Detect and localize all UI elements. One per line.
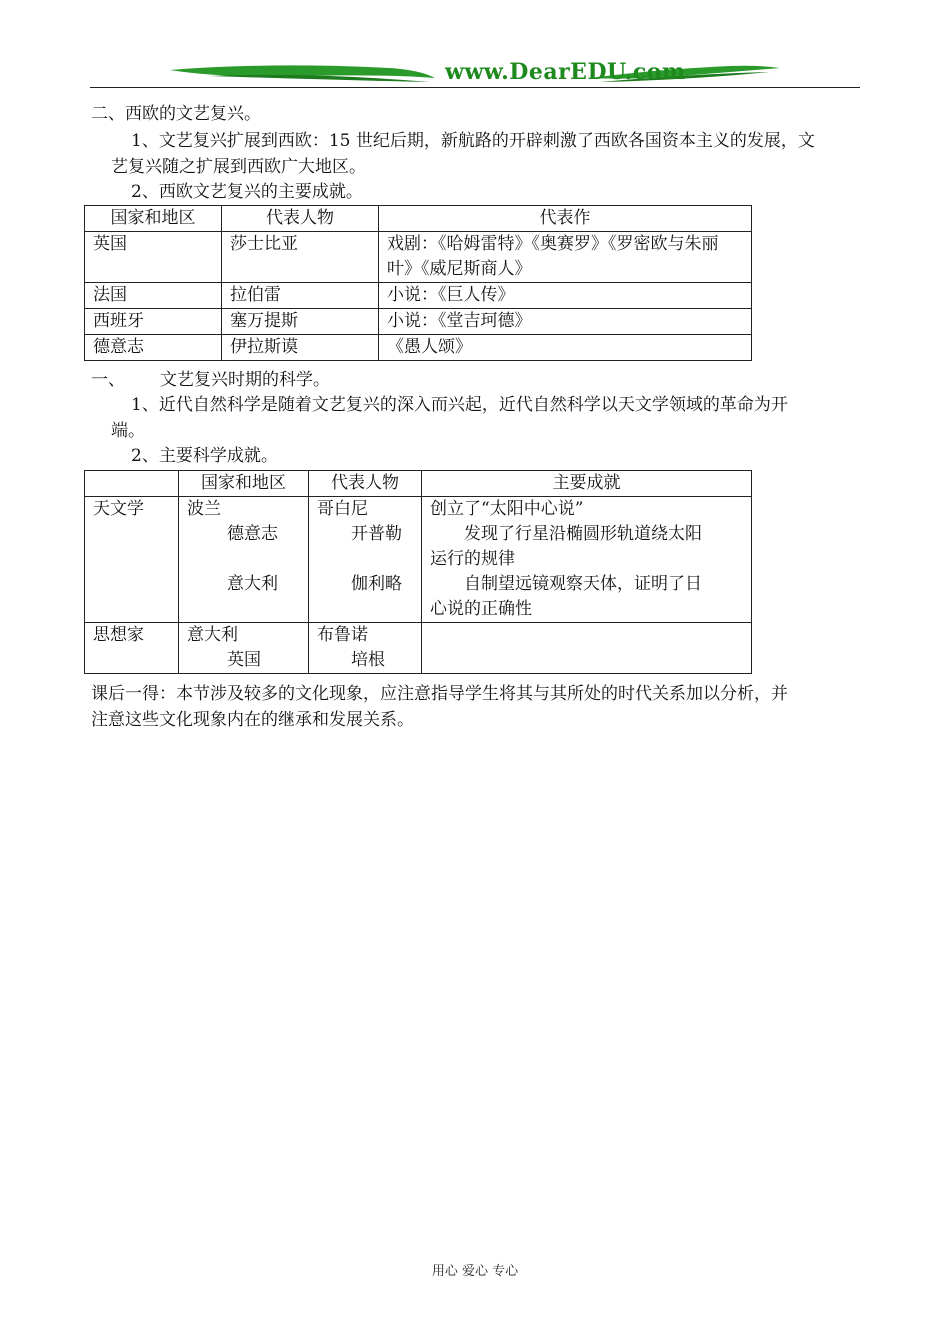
page-header	[90, 58, 860, 90]
works-cell	[379, 232, 752, 283]
table-header-cell	[85, 471, 179, 497]
works-cell: 小说：《巨人传》	[379, 283, 752, 309]
person-entry: 伽利略	[351, 574, 402, 594]
works-line: 戏剧：《哈姆雷特》《奥赛罗》《罗密欧与朱丽	[387, 234, 719, 254]
table-row	[85, 232, 752, 283]
table-header-cell: 代表人物	[222, 206, 379, 232]
achievement-line: 自制望远镜观察天体，证明了日	[464, 574, 702, 594]
person-entry: 布鲁诺	[317, 625, 368, 645]
page-footer: 用心 爱心 专心	[431, 1264, 519, 1279]
country-cell: 西班牙	[85, 309, 222, 335]
achievements-cell	[422, 497, 752, 623]
country-entry: 英国	[227, 650, 261, 670]
person-entry: 哥白尼	[317, 499, 368, 519]
person-entry: 培根	[351, 650, 385, 670]
people-cell	[309, 497, 422, 623]
table-header-cell: 代表作	[379, 206, 752, 232]
person-cell: 伊拉斯谟	[222, 335, 379, 361]
section-heading-science: 文艺复兴时期的科学。	[160, 370, 330, 390]
works-cell: 小说：《堂吉珂德》	[379, 309, 752, 335]
country-entry: 意大利	[187, 625, 238, 645]
achievements-cell	[422, 623, 752, 674]
country-cell: 德意志	[85, 335, 222, 361]
country-entry: 德意志	[227, 524, 278, 544]
paragraph-line: 艺复兴随之扩展到西欧广大地区。	[111, 157, 366, 177]
paragraph-line: 端。	[111, 421, 145, 441]
table-header-cell: 国家和地区	[179, 471, 309, 497]
afterword-line: 课后一得：本节涉及较多的文化现象，应注意指导学生将其与其所处的时代关系加以分析，并	[91, 684, 788, 704]
section-heading-renaissance: 二、西欧的文艺复兴。	[91, 104, 261, 124]
achievement-line: 创立了“太阳中心说”	[430, 499, 584, 519]
table-row	[85, 497, 752, 623]
paragraph-line: 2、西欧文艺复兴的主要成就。	[131, 182, 363, 202]
country-cell: 法国	[85, 283, 222, 309]
table-row	[85, 309, 752, 335]
achievement-line: 心说的正确性	[430, 599, 532, 619]
person-entry: 开普勒	[351, 524, 402, 544]
header-rule	[90, 87, 860, 88]
people-cell	[309, 623, 422, 674]
paragraph-line: 1、近代自然科学是随着文艺复兴的深入而兴起，近代自然科学以天文学领域的革命为开	[131, 395, 788, 415]
country-entry: 意大利	[227, 574, 278, 594]
table-header-cell: 代表人物	[309, 471, 422, 497]
works-cell: 《愚人颂》	[379, 335, 752, 361]
section-heading-number: 一、	[91, 370, 125, 390]
field-cell: 天文学	[85, 497, 179, 623]
table-row	[85, 335, 752, 361]
table-header-cell: 主要成就	[422, 471, 752, 497]
country-cell: 英国	[85, 232, 222, 283]
works-line: 叶》《威尼斯商人》	[387, 259, 532, 279]
table-row	[85, 623, 752, 674]
table-header-cell: 国家和地区	[85, 206, 222, 232]
paragraph-line: 2、主要科学成就。	[131, 446, 278, 466]
countries-cell	[179, 623, 309, 674]
country-entry: 波兰	[187, 499, 221, 519]
science-achievements-table	[84, 470, 752, 674]
achievement-line: 发现了行星沿椭圆形轨道绕太阳	[464, 524, 702, 544]
countries-cell	[179, 497, 309, 623]
table-row	[85, 283, 752, 309]
site-logo[interactable]: www.DearEDU.com	[445, 59, 686, 85]
renaissance-achievements-table	[84, 205, 752, 361]
person-cell: 拉伯雷	[222, 283, 379, 309]
achievement-line: 运行的规律	[430, 549, 515, 569]
paragraph-line: 1、文艺复兴扩展到西欧：15 世纪后期，新航路的开辟刺激了西欧各国资本主义的发展，文	[131, 131, 815, 151]
afterword-line: 注意这些文化现象内在的继承和发展关系。	[91, 710, 414, 730]
field-cell: 思想家	[85, 623, 179, 674]
person-cell: 莎士比亚	[222, 232, 379, 283]
person-cell: 塞万提斯	[222, 309, 379, 335]
